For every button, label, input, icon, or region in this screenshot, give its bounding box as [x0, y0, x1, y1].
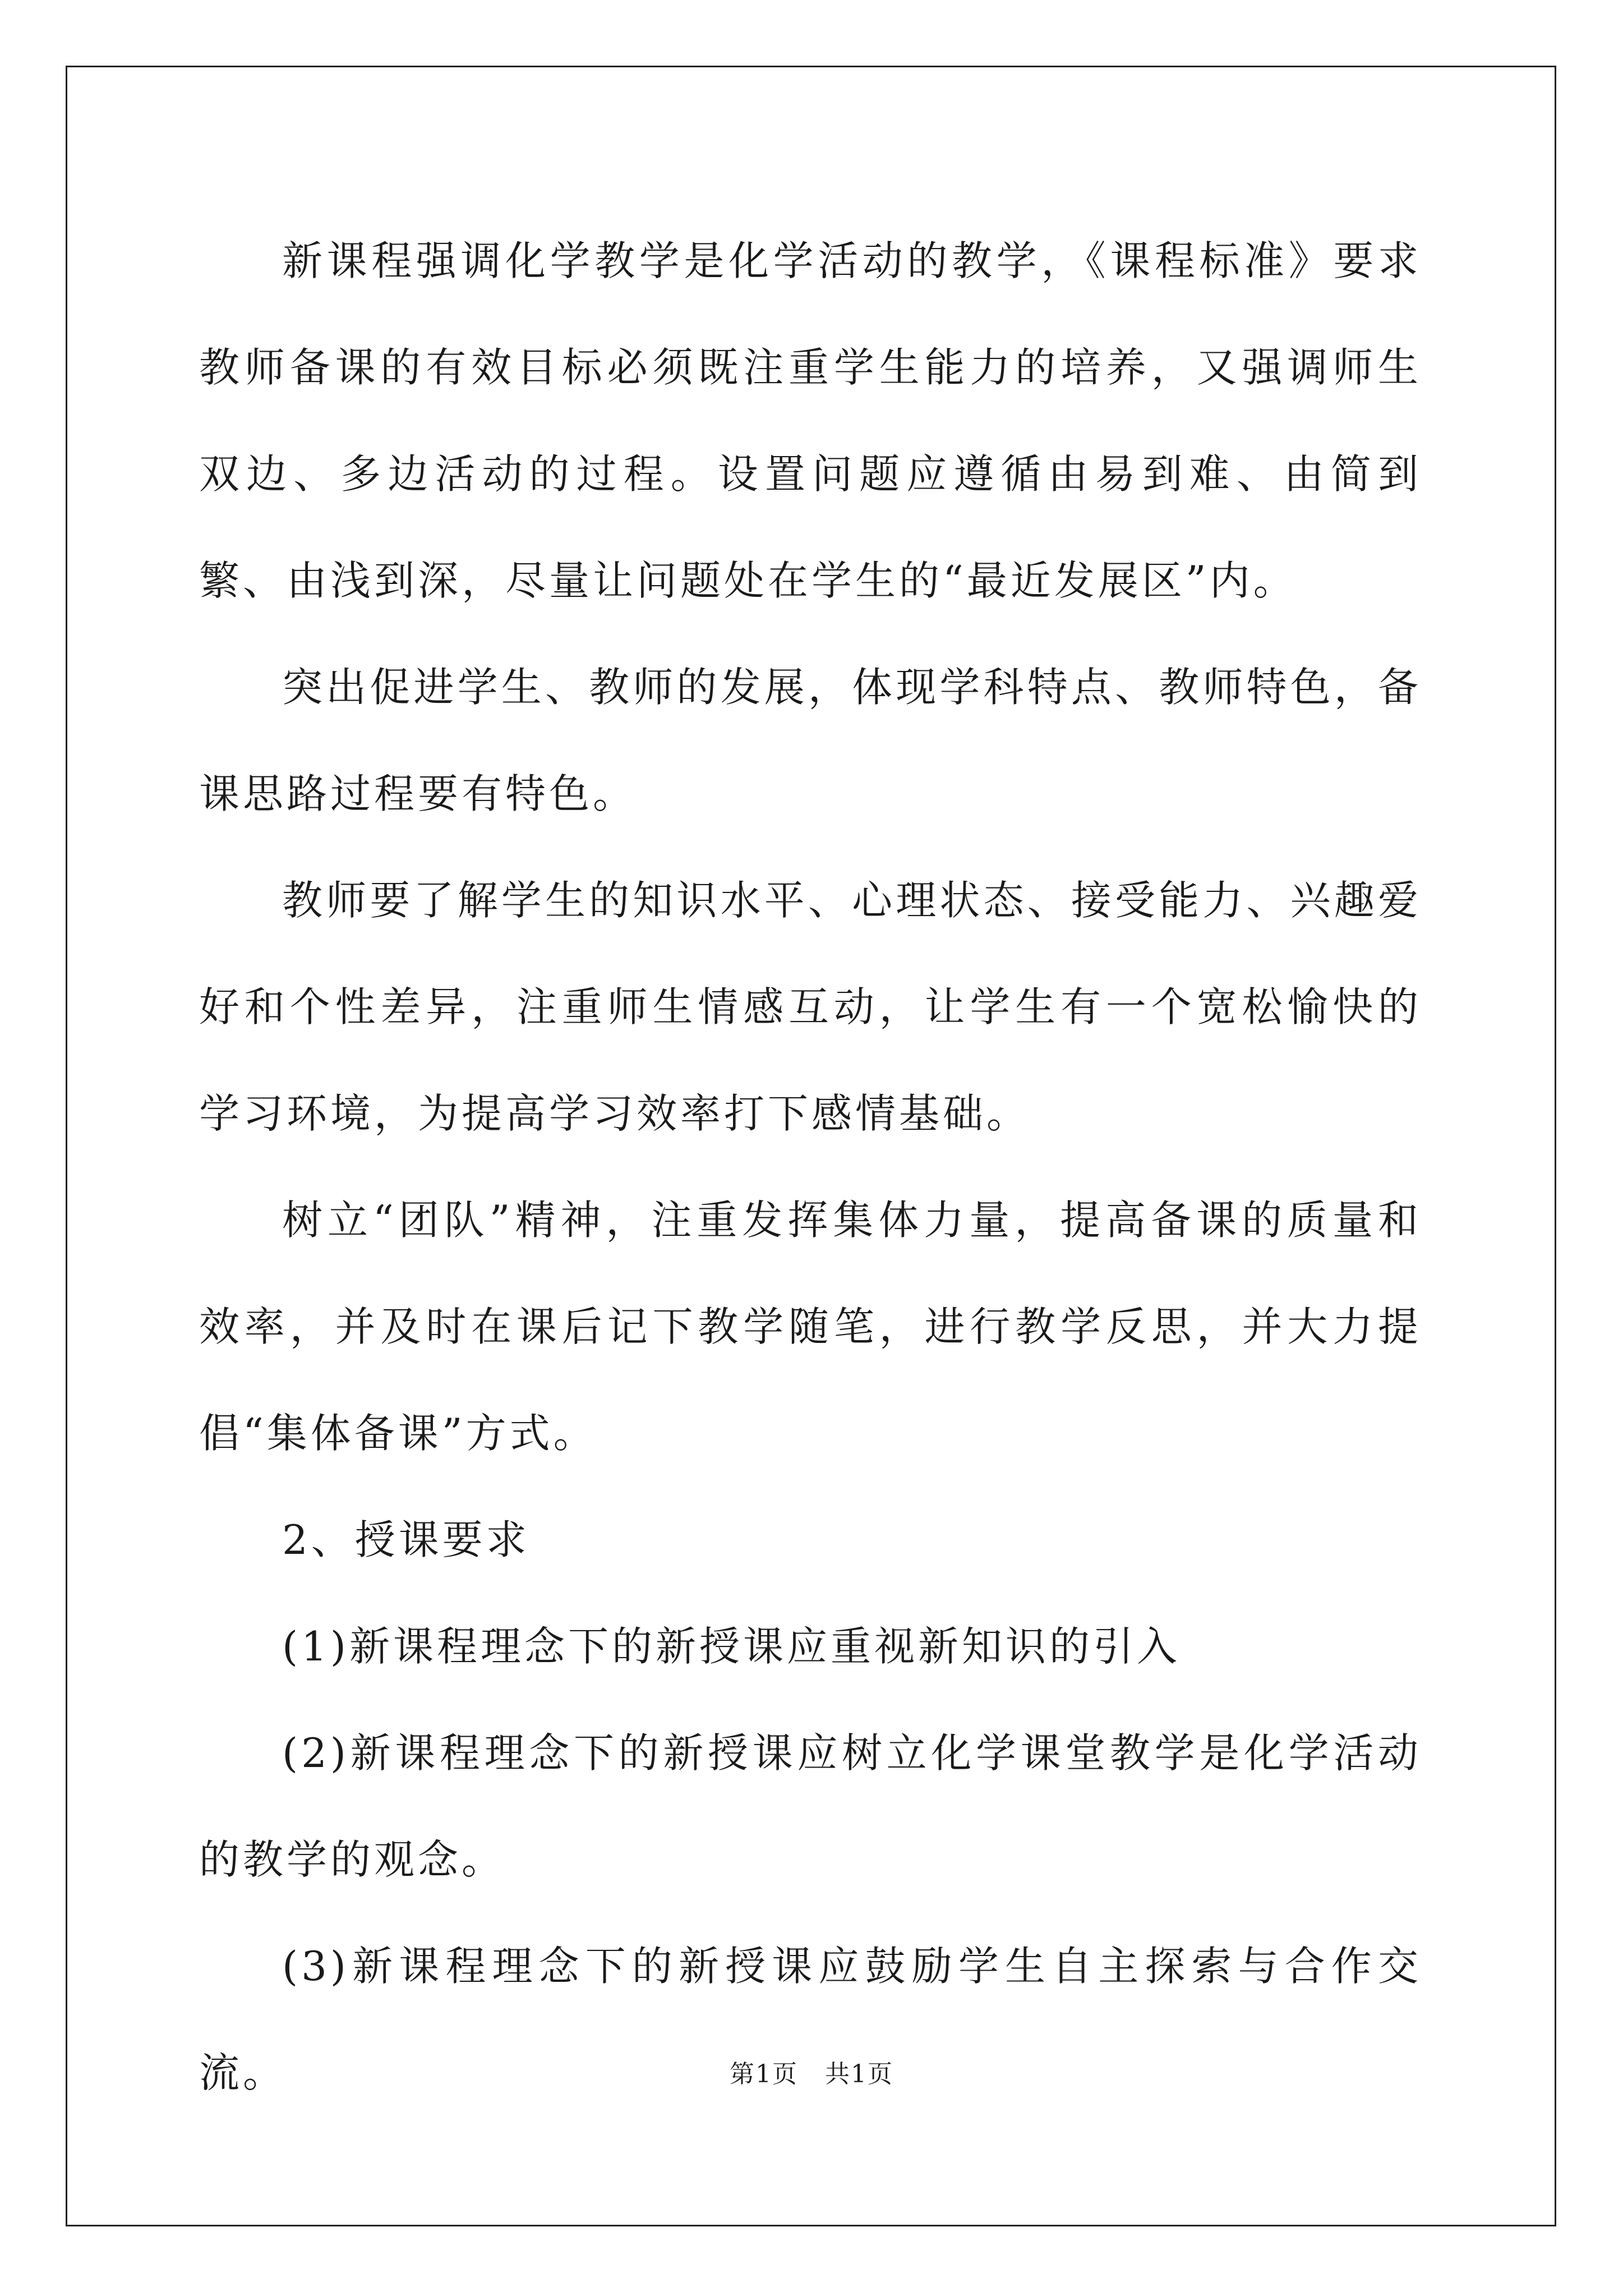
list-item-3: (3)新课程理念下的新授课应鼓励学生自主探索与合作交流。 — [199, 1943, 1422, 2096]
document-body — [199, 208, 1422, 2126]
page-total: 共1页 — [825, 2060, 893, 2088]
page-footer — [0, 2058, 1623, 2091]
paragraph-4: 树立“团队”精神，注重发挥集体力量，提高备课的质量和效率，并及时在课后记下教学随笔，进行教学反思，并大力提倡“集体备课”方式。 — [199, 1197, 1422, 1457]
list-item-2: (2)新课程理念下的新授课应树立化学课堂教学是化学活动的教学的观念。 — [199, 1729, 1422, 1883]
list-item-1: (1)新课程理念下的新授课应重视新知识的引入 — [282, 1623, 1181, 1670]
page-number: 第1页 — [730, 2060, 798, 2088]
section-heading: 2、授课要求 — [282, 1516, 530, 1563]
paragraph-1: 新课程强调化学教学是化学活动的教学，《课程标准》要求教师备课的有效目标必须既注重学生能力的培养，又强调师生双边、多边活动的过程。设置问题应遵循由易到难、由简到繁、由浅到深，尽量让问题处在学生的“最近发展区”内。 — [199, 237, 1422, 604]
paragraph-2: 突出促进学生、教师的发展，体现学科特点、教师特色，备课思路过程要有特色。 — [199, 664, 1422, 817]
paragraph-3: 教师要了解学生的知识水平、心理状态、接受能力、兴趣爱好和个性差异，注重师生情感互动，让学生有一个宽松愉快的学习环境，为提高学习效率打下感情基础。 — [199, 877, 1422, 1137]
